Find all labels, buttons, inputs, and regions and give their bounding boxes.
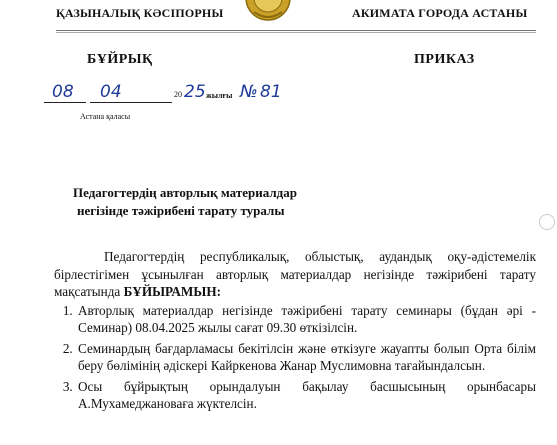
title-line-1: Педагогтердің авторлық материалдар: [73, 185, 297, 200]
intro-paragraph: Педагогтердің республикалық, облыстық, аудандық оқу-әдістемелік бірлестігімен ұсынылған авторлық материалдар негізінде тәжірибені тарату мақсатында БҰЙЫРАМЫН:: [54, 249, 536, 299]
order-item-1: 1. Авторлық материалдар негізінде тәжірибені тарату семинары (бұдан әрі - Семинар) 08.04.2025 жылы сағат 09.30 өткізілсін.: [76, 302, 536, 337]
header-divider: [56, 30, 536, 31]
order-item-2: 2. Семинардың бағдарламасы бекітілсін және өткізуге жауапты болып Орта білім беру бөлімінің әдіскері Кайркенова Жанар Муслимовна тағайындалсын.: [76, 340, 536, 375]
order-items: [54, 302, 536, 413]
order-item-3: 3. Осы бұйрықтың орындалуын бақылау басшысының орынбасары А.Мухамеджановаға жүктелсін.: [76, 378, 536, 413]
page-indicator-icon: [539, 214, 555, 230]
header-org-kz: ҚАЗЫНАЛЫҚ КӘСІПОРНЫ: [56, 6, 224, 20]
title-line-2: негізінде тәжірибені тарату туралы: [77, 203, 285, 218]
date-year-suffix: 25: [184, 82, 206, 102]
date-line: [44, 82, 304, 106]
date-year-word: жылғы: [206, 91, 233, 100]
order-number-sign: №: [240, 82, 258, 102]
header-divider-secondary: [56, 32, 536, 33]
header-org-ru: АКИМАТА ГОРОДА АСТАНЫ: [352, 6, 528, 20]
document-title: [73, 184, 393, 220]
state-emblem-icon: [240, 0, 296, 22]
date-year-prefix: 20: [174, 90, 182, 99]
date-day: 08: [52, 82, 74, 102]
document-body: [54, 248, 536, 416]
command-word: БҰЙЫРАМЫН:: [123, 284, 221, 299]
city-label: Астана қаласы: [80, 112, 131, 121]
order-number: 81: [260, 82, 282, 102]
order-title-kz: БҰЙРЫҚ: [87, 52, 153, 67]
date-month: 04: [100, 82, 122, 102]
order-title-ru: ПРИКАЗ: [414, 52, 475, 67]
